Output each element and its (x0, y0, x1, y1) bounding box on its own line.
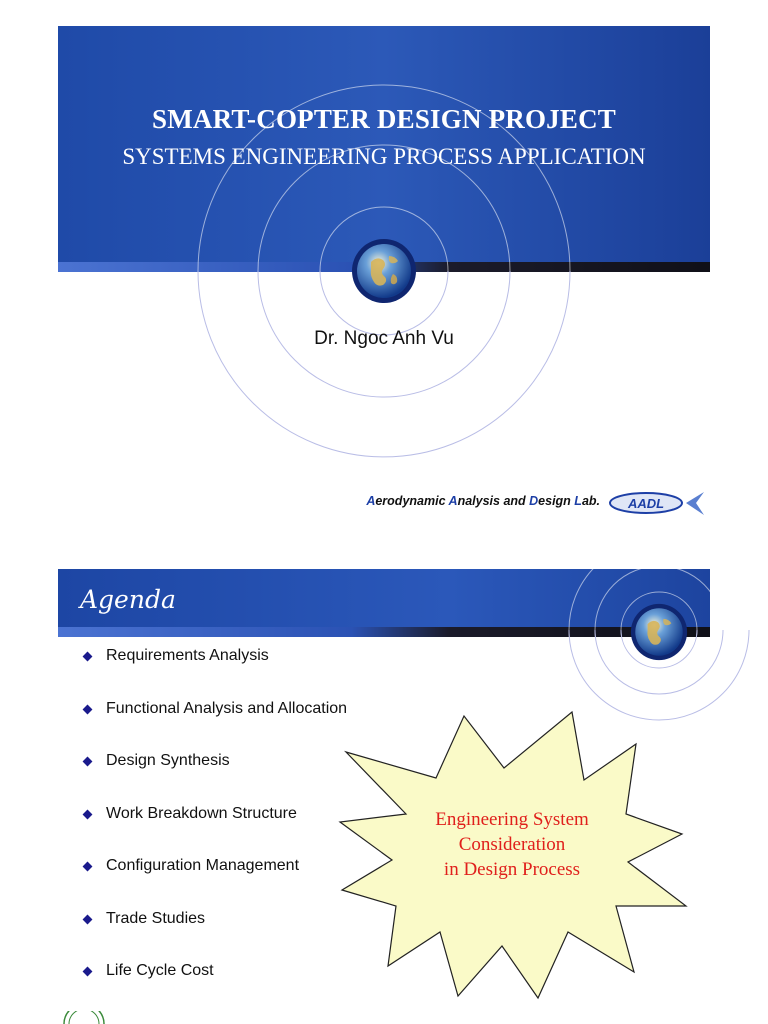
agenda-item: Trade Studies (82, 910, 347, 963)
diamond-bullet-icon (83, 862, 93, 872)
agenda-globe-icon (630, 603, 688, 666)
diamond-bullet-icon (83, 914, 93, 924)
aadl-logo-text: AADL (627, 496, 665, 511)
lab-name: Aerodynamic Analysis and Design Lab. (366, 494, 600, 508)
university-seal-icon (62, 1011, 106, 1024)
agenda-title: Agenda (80, 585, 176, 614)
agenda-item: Work Breakdown Structure (82, 805, 347, 858)
agenda-item: Design Synthesis (82, 752, 347, 805)
diamond-bullet-icon (83, 967, 93, 977)
agenda-slide (0, 545, 768, 1024)
agenda-item: Requirements Analysis (82, 647, 347, 700)
author-name: Dr. Ngoc Anh Vu (314, 328, 454, 349)
diamond-bullet-icon (83, 704, 93, 714)
slide-title: SMART-COPTER DESIGN PROJECT (151, 104, 617, 134)
agenda-item: Functional Analysis and Allocation (82, 700, 347, 753)
agenda-item: Configuration Management (82, 857, 347, 910)
title-slide-globe-icon (351, 238, 417, 309)
diamond-bullet-icon (83, 757, 93, 767)
diamond-bullet-icon (83, 652, 93, 662)
agenda-list (82, 647, 347, 1015)
aadl-logo-icon (608, 488, 708, 523)
diamond-bullet-icon (83, 809, 93, 819)
slide-subtitle: SYSTEMS ENGINEERING PROCESS APPLICATION (122, 144, 646, 169)
agenda-item: Life Cycle Cost (82, 962, 347, 1015)
callout-text: Engineering System Consideration in Design Process (435, 809, 589, 880)
